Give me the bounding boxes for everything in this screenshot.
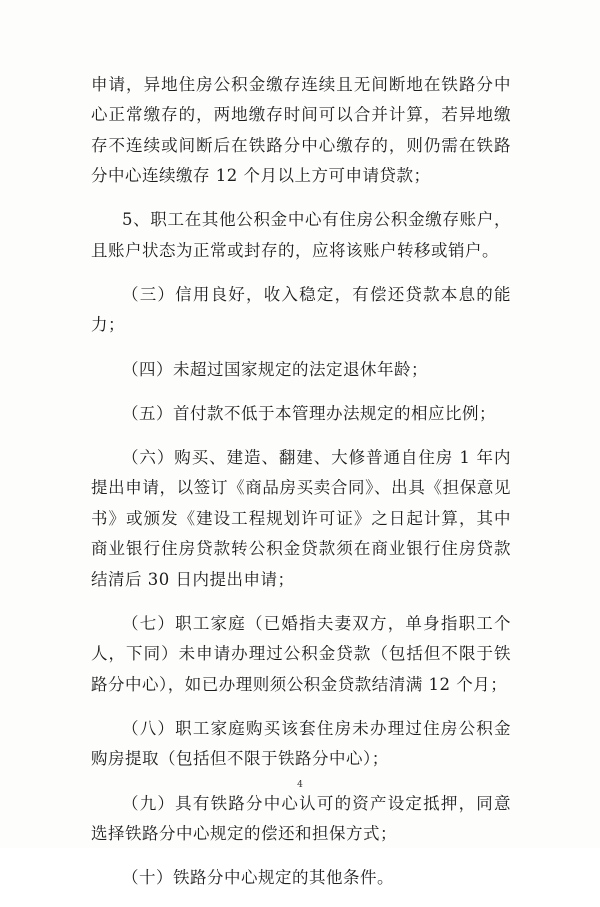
paragraph-continuation: 申请，异地住房公积金缴存连续且无间断地在铁路分中心正常缴存的，两地缴存时间可以合并计算，若异地缴存不连续或间断后在铁路分中心缴存的，则仍需在铁路分中心连续缴存 12 个月以上方可申请贷款； bbox=[91, 75, 511, 186]
paragraph-clause-7: （七）职工家庭（已婚指夫妻双方，单身指职工个人，下同）未申请办理过公积金贷款（包括但不限于铁路分中心），如已办理则须公积金贷款结清满 12 个月； bbox=[91, 613, 511, 694]
paragraph-clause-5: （五）首付款不低于本管理办法规定的相应比例； bbox=[122, 403, 496, 423]
paragraph-clause-8: （八）职工家庭购买该套住房未办理过住房公积金购房提取（包括但不限于铁路分中心）； bbox=[91, 718, 511, 769]
paragraph-clause-10: （十）铁路分中心规定的其他条件。 bbox=[122, 868, 394, 888]
paragraph-clause-6: （六）购买、建造、翻建、大修普通自住房 1 年内提出申请，以签订《商品房买卖合同》、出具《担保意见书》或颁发《建设工程规划许可证》之日起计算，其中商业银行住房贷款转公积金贷款须在商业银行住房贷款结清后 30 日内提出申请； bbox=[91, 448, 511, 589]
paragraph-clause-9: （九）具有铁路分中心认可的资产设定抵押，同意选择铁路分中心规定的偿还和担保方式； bbox=[91, 793, 511, 843]
page-number: 4 bbox=[297, 780, 303, 790]
paragraph-item-5: 5、职工在其他公积金中心有住房公积金缴存账户，且账户状态为正常或封存的，应将该账户转移或销户。 bbox=[91, 210, 511, 260]
paragraph-clause-3: （三）信用良好，收入稳定，有偿还贷款本息的能力； bbox=[91, 285, 511, 335]
paragraph-clause-4: （四）未超过国家规定的法定退休年龄； bbox=[122, 359, 428, 379]
